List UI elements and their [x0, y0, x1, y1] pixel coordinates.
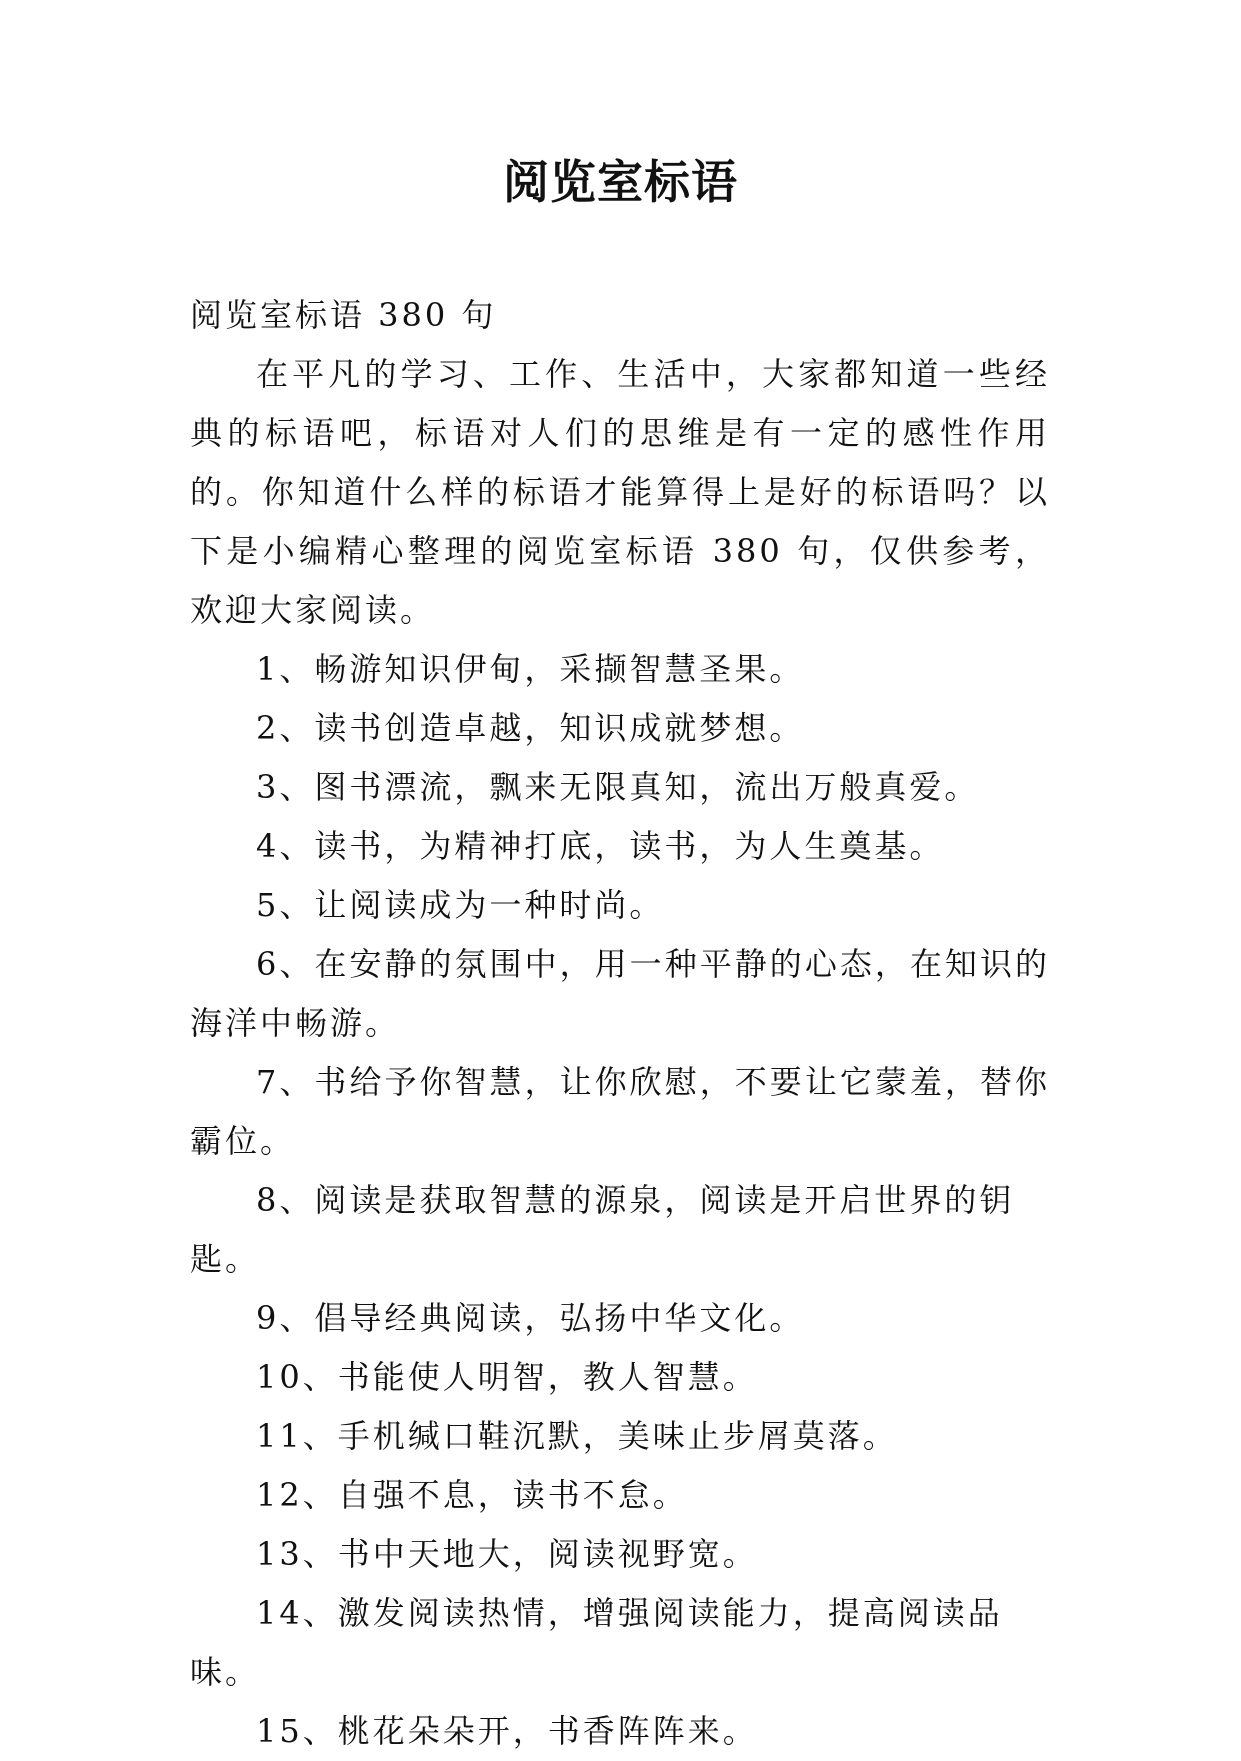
list-item: 15、桃花朵朵开，书香阵阵来。 [256, 1712, 758, 1750]
list-item: 1、畅游知识伊甸，采撷智慧圣果。 [256, 650, 805, 688]
list-item: 2、读书创造卓越，知识成就梦想。 [256, 709, 805, 747]
list-item: 9、倡导经典阅读，弘扬中华文化。 [256, 1299, 805, 1337]
page-title: 阅览室标语 [503, 155, 738, 209]
list-item: 3、图书漂流，飘来无限真知，流出万般真爱。 [256, 768, 980, 806]
list-item: 14、激发阅读热情，增强阅读能力，提高阅读品味。 [190, 1594, 1003, 1691]
list-item: 8、阅读是获取智慧的源泉，阅读是开启世界的钥匙。 [190, 1181, 1015, 1278]
list-item: 10、书能使人明智，教人智慧。 [256, 1358, 758, 1396]
list-item: 11、手机缄口鞋沉默，美味止步屑莫落。 [256, 1417, 898, 1455]
document-body [190, 286, 1050, 1761]
list-item: 5、让阅读成为一种时尚。 [256, 886, 665, 924]
list-item: 13、书中天地大，阅读视野宽。 [256, 1535, 758, 1573]
list-item: 7、书给予你智慧，让你欣慰，不要让它蒙羞，替你霸位。 [190, 1063, 1050, 1160]
intro-paragraph: 在平凡的学习、工作、生活中，大家都知道一些经典的标语吧，标语对人们的思维是有一定的感性作用的。你知道什么样的标语才能算得上是好的标语吗？以下是小编精心整理的阅览室标语 380 句，仅供参考，欢迎大家阅读。 [190, 355, 1050, 629]
list-item: 12、自强不息，读书不怠。 [256, 1476, 688, 1514]
list-item: 4、读书，为精神打底，读书，为人生奠基。 [256, 827, 945, 865]
list-item: 6、在安静的氛围中，用一种平静的心态，在知识的海洋中畅游。 [190, 945, 1050, 1042]
subtitle: 阅览室标语 380 句 [190, 296, 497, 334]
